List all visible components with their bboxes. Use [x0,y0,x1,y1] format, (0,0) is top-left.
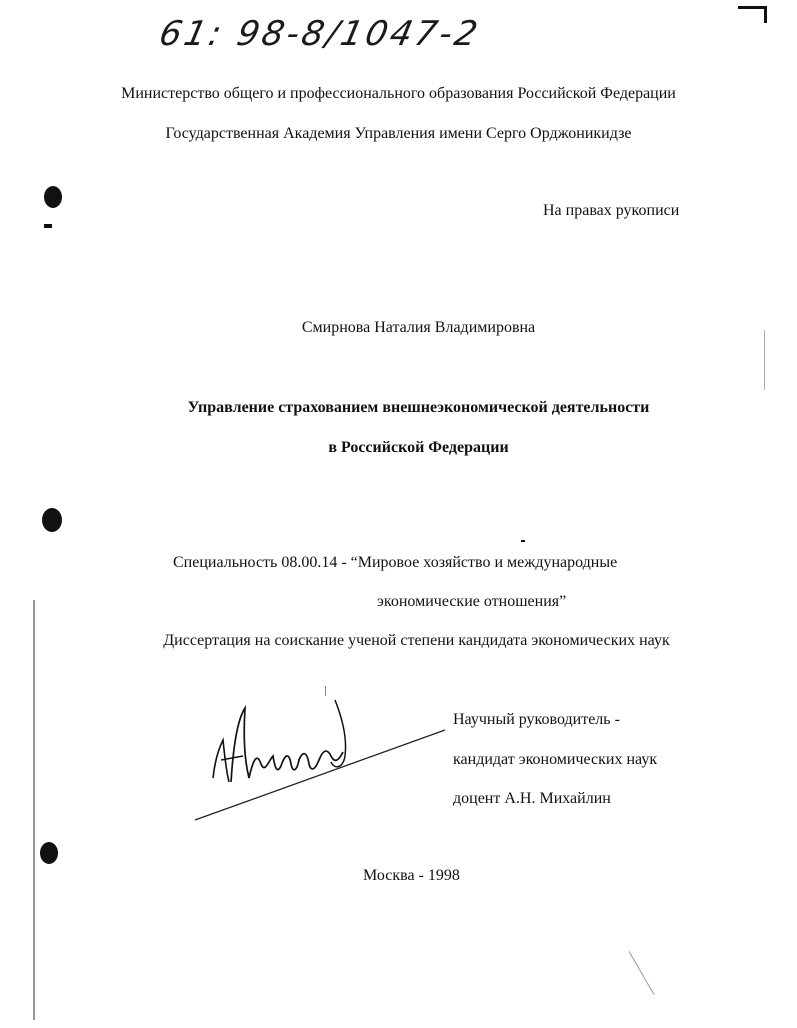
scan-corner-mark [738,6,767,23]
binding-hole-mark [42,508,62,532]
advisor-line2: кандидат экономических наук [453,751,658,768]
specialty-line1: Специальность 08.00.14 - “Мировое хозяйство и международные [173,554,618,571]
manuscript-note: На правах рукописи [543,202,680,219]
binding-hole-mark [40,842,58,864]
scan-edge-line [33,600,35,1020]
archive-number: 61: 98-8/1047-2 [155,14,484,54]
scan-edge-line [629,951,655,995]
specialty-line2: экономические отношения” [377,593,567,610]
scan-speck [325,686,326,696]
dissertation-title-line2: в Российской Федерации [328,439,509,456]
author-name: Смирнова Наталия Владимировна [301,319,536,336]
advisor-line1: Научный руководитель - [453,711,620,728]
ministry-line: Министерство общего и профессионального образования Российской Федерации [121,85,676,102]
scan-edge-line [764,330,765,390]
advisor-line3: доцент А.Н. Михайлин [453,790,611,807]
academy-line: Государственная Академия Управления имени Серго Орджоникидзе [165,125,632,142]
author-signature [185,690,455,830]
scan-speck [521,540,525,542]
dissertation-degree: Диссертация на соискание ученой степени кандидата экономических наук [163,632,670,649]
city-year: Москва - 1998 [363,867,460,884]
dissertation-title-line1: Управление страхованием внешнеэкономической деятельности [187,399,650,416]
scan-speck [44,224,52,228]
binding-hole-mark [44,186,62,208]
